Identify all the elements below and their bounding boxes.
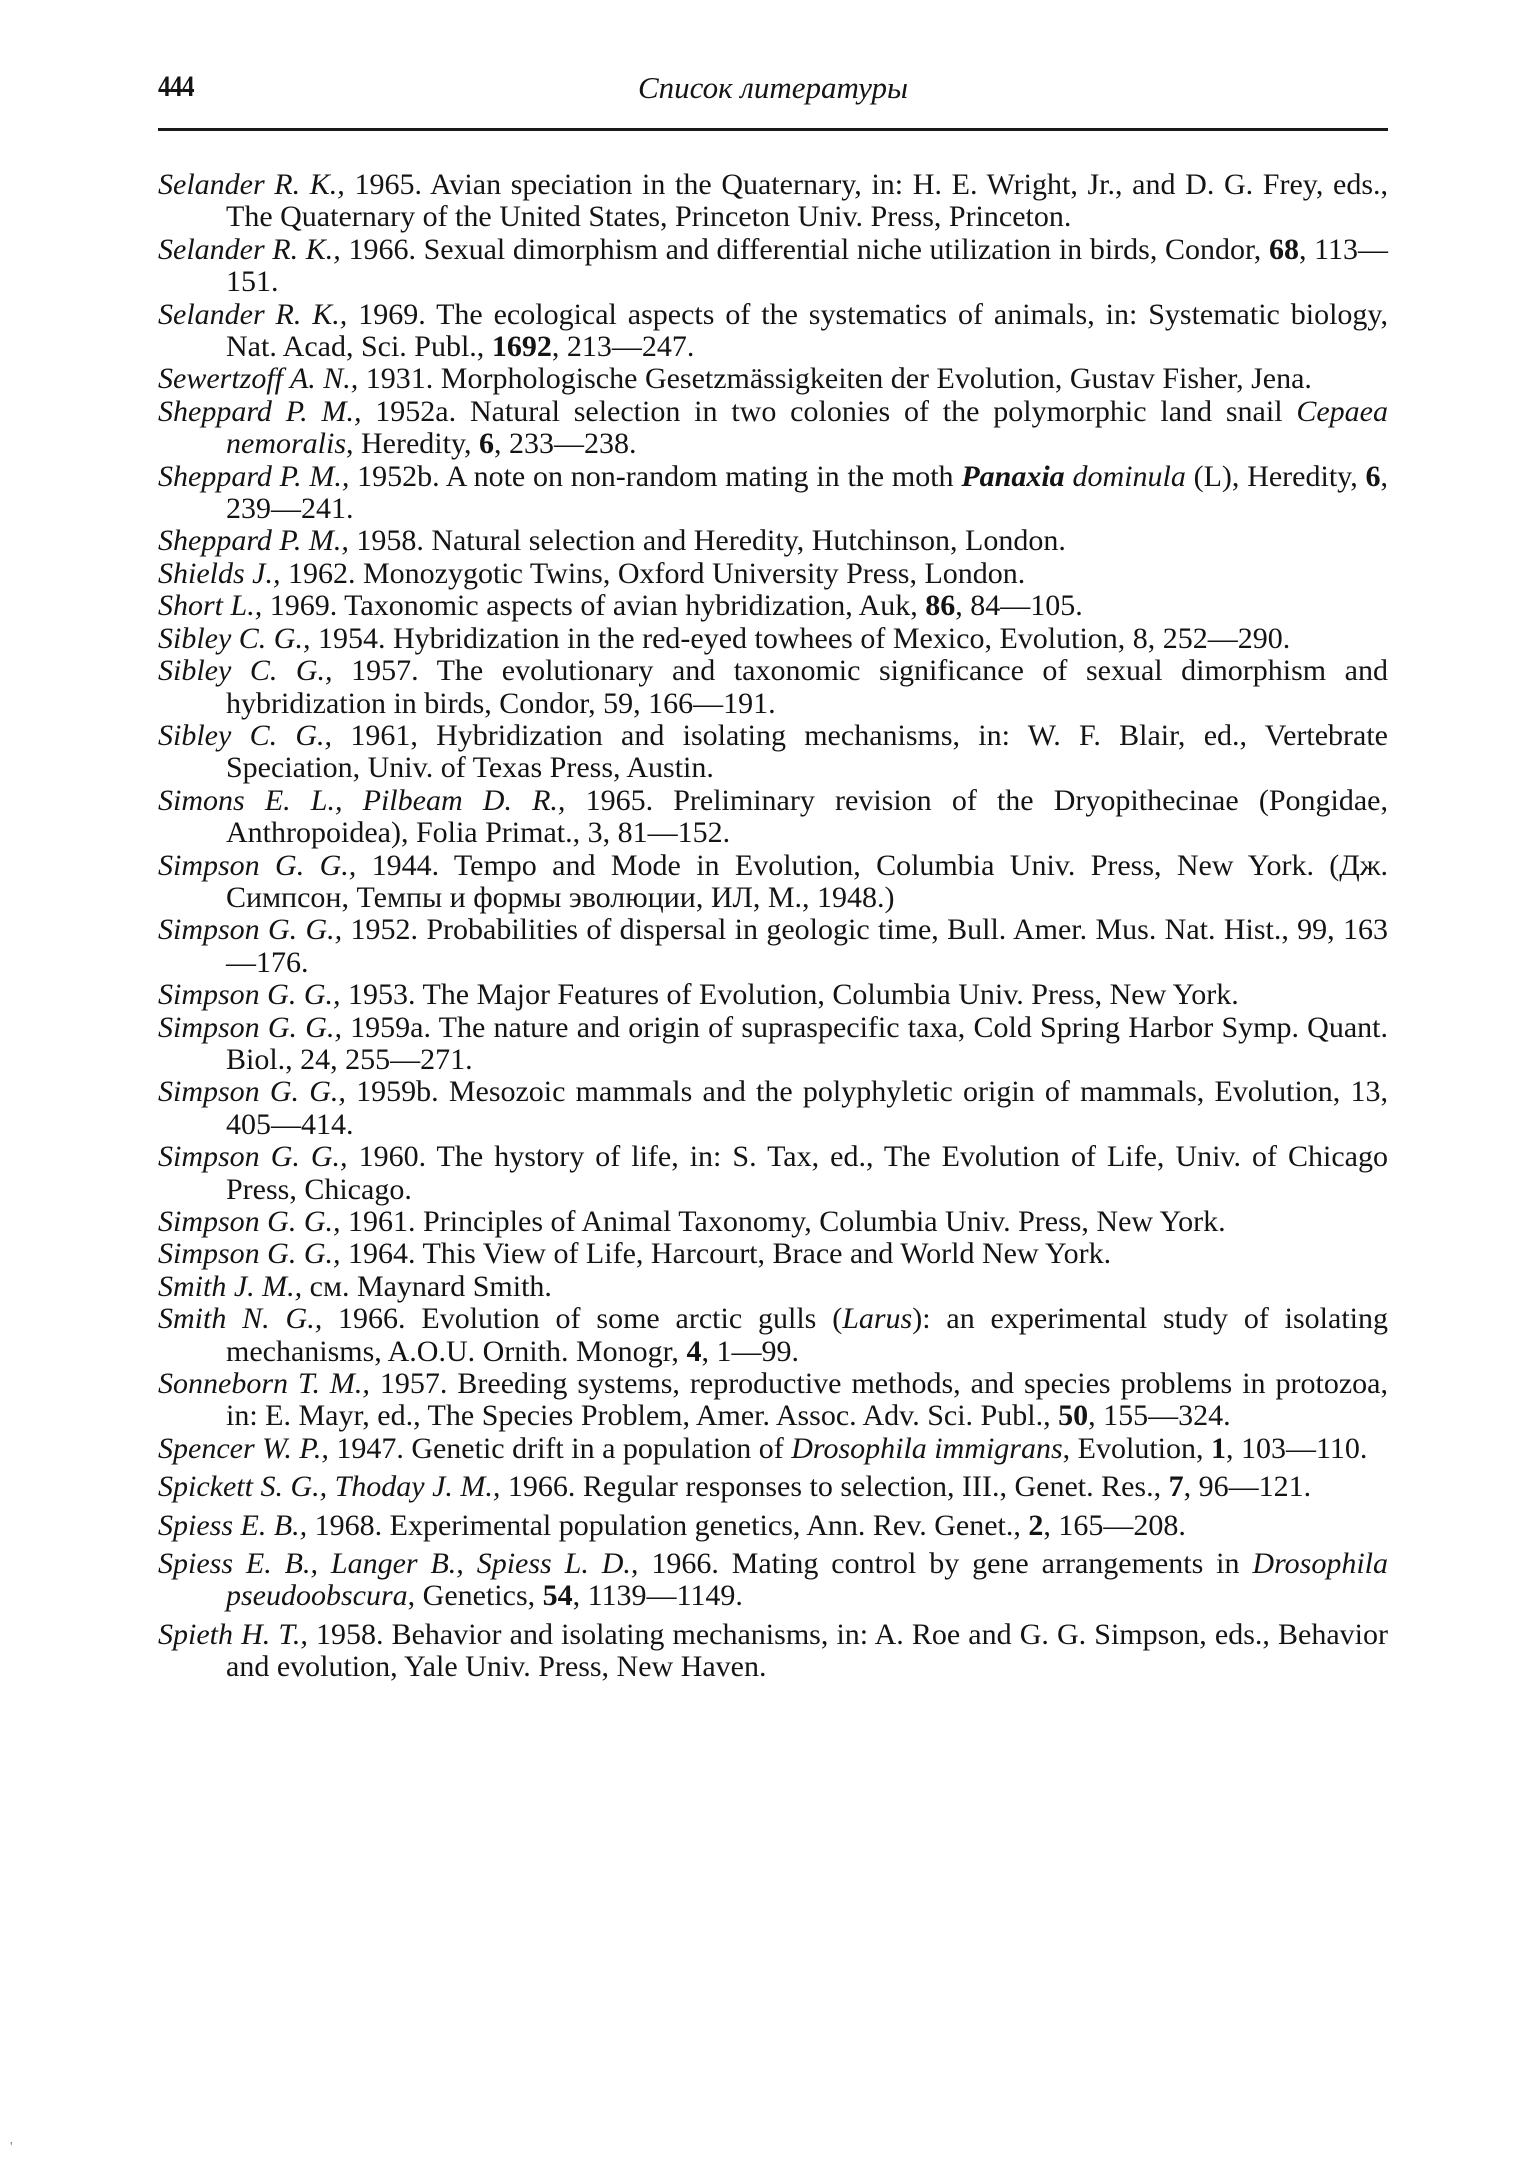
reference-author: Simpson G. G., bbox=[158, 1205, 341, 1238]
reference-entry bbox=[158, 1076, 1388, 1141]
reference-text: 1960. The hystory of life, in: S. Tax, ed., The Evolution of Life, Univ. of Chicago Press, Chicago. bbox=[226, 1140, 1388, 1206]
reference-entry bbox=[158, 850, 1388, 915]
reference-entry bbox=[158, 525, 1388, 557]
reference-entry bbox=[158, 363, 1388, 395]
reference-text: , 103—110. bbox=[1226, 1431, 1368, 1465]
reference-text: 1952. Probabilities of dispersal in geologic time, Bull. Amer. Mus. Nat. Hist., 99, 163—176. bbox=[226, 913, 1388, 979]
reference-entry bbox=[158, 234, 1388, 299]
reference-text: 1947. Genetic drift in a population of bbox=[328, 1431, 792, 1465]
reference-text: 1954. Hybridization in the red-eyed towhees of Mexico, Evolution, 8, 252—290. bbox=[310, 621, 1291, 655]
reference-text: 4 bbox=[686, 1334, 702, 1368]
reference-entry bbox=[158, 1548, 1388, 1613]
reference-entry bbox=[158, 720, 1388, 785]
reference-text: , 96—121. bbox=[1183, 1470, 1312, 1504]
reference-entry bbox=[158, 1368, 1388, 1433]
reference-text: 1959a. The nature and origin of supraspecific taxa, Cold Spring Harbor Symp. Quant. Biol., 24, 255—271. bbox=[226, 1010, 1388, 1076]
reference-text: 50 bbox=[1058, 1399, 1089, 1433]
reference-text: , Evolution, bbox=[1062, 1431, 1211, 1465]
reference-author: Selander R. K., bbox=[158, 232, 341, 266]
reference-entry bbox=[158, 785, 1388, 850]
reference-entry bbox=[158, 1141, 1388, 1206]
reference-text: 7 bbox=[1168, 1470, 1184, 1504]
reference-text: , 155—324. bbox=[1088, 1399, 1231, 1433]
reference-text: 1966. Regular responses to selection, III., Genet. Res., bbox=[500, 1470, 1169, 1504]
reference-text: 1964. This View of Life, Harcourt, Brace and World New York. bbox=[340, 1237, 1112, 1271]
reference-author: Simpson G. G., bbox=[158, 1075, 346, 1109]
reference-text: , 165—208. bbox=[1043, 1508, 1186, 1542]
reference-author: Simons E. L., Pilbeam D. R., bbox=[158, 783, 566, 817]
reference-text: 1952a. Natural selection in two colonies of the polymorphic land snail bbox=[361, 394, 1297, 428]
reference-text: 1969. Taxonomic aspects of avian hybridization, Auk, bbox=[262, 589, 926, 623]
reference-author: Selander R. K., bbox=[158, 168, 345, 201]
reference-author: Spieth H. T., bbox=[158, 1617, 308, 1651]
reference-author: Selander R. K., bbox=[158, 297, 348, 331]
reference-text: 1961, Hybridization and isolating mechanisms, in: W. F. Blair, ed., Vertebrate Speciation, Univ. of Texas Press, Austin. bbox=[226, 718, 1388, 785]
reference-text: см. Maynard Smith. bbox=[302, 1269, 552, 1303]
reference-entry bbox=[158, 1303, 1388, 1368]
reference-text: 1961. Principles of Animal Taxonomy, Columbia Univ. Press, New York. bbox=[340, 1205, 1226, 1238]
reference-entry bbox=[158, 979, 1388, 1011]
reference-text: ): an experimental study of isolating mechanisms, A.O.U. Ornith. Monogr, bbox=[226, 1302, 1389, 1368]
reference-author: Sibley C. G., bbox=[158, 621, 311, 655]
reference-text: (L), Heredity, bbox=[1185, 459, 1366, 493]
reference-text: 1931. Morphologische Gesetzmässigkeiten der Evolution, Gustav Fisher, Jena. bbox=[358, 362, 1312, 396]
reference-entry bbox=[158, 1271, 1388, 1303]
reference-entry bbox=[158, 590, 1388, 622]
reference-author: Spiess E. B., Langer B., Spiess L. D., bbox=[158, 1547, 639, 1581]
reference-text: , 213—247. bbox=[551, 330, 695, 364]
reference-entry bbox=[158, 1206, 1388, 1238]
reference-text: Drosophila immigrans bbox=[791, 1431, 1063, 1465]
reference-text: 1968. Experimental population genetics, Ann. Rev. Genet., bbox=[307, 1508, 1029, 1542]
reference-author: Sibley C. G., bbox=[158, 718, 333, 752]
reference-text: , 113—151. bbox=[226, 232, 1388, 299]
reference-author: Simpson G. G., bbox=[158, 1237, 341, 1271]
reference-text: 1966. Sexual dimorphism and differential niche utilization in birds, Condor, bbox=[340, 232, 1269, 266]
reference-list bbox=[158, 169, 1388, 1684]
reference-entry bbox=[158, 299, 1388, 364]
reference-text: 1958. Behavior and isolating mechanisms, in: A. Roe and G. G. Simpson, eds., Behavior and evolution, Yale Univ. Press, New Haven. bbox=[226, 1617, 1388, 1684]
reference-text: 86 bbox=[925, 589, 956, 623]
reference-author: Smith N. G., bbox=[158, 1302, 323, 1336]
reference-text: 6 bbox=[479, 427, 495, 461]
reference-author: Sibley C. G., bbox=[158, 654, 333, 688]
reference-text: 1969. The ecological aspects of the systematics of animals, in: Systematic biology, Nat. Acad, Sci. Publ., bbox=[226, 297, 1388, 364]
reference-author: Short L., bbox=[158, 589, 263, 623]
reference-text: 1966. Evolution of some arctic gulls ( bbox=[322, 1302, 843, 1336]
reference-entry bbox=[158, 914, 1388, 979]
reference-author: Smith J. M., bbox=[158, 1269, 303, 1303]
reference-text: 1944. Tempo and Mode in Evolution, Columbia Univ. Press, New York. (Дж. Симпсон, Темпы и формы эволюции, ИЛ, М., 1948.) bbox=[226, 848, 1388, 914]
reference-author: Sheppard P. M., bbox=[158, 459, 350, 493]
reference-entry bbox=[158, 1619, 1388, 1684]
reference-text: , 1139—1149. bbox=[572, 1579, 743, 1613]
reference-text: dominula bbox=[1072, 459, 1186, 493]
reference-text: Panaxia bbox=[961, 459, 1065, 493]
reference-entry bbox=[158, 396, 1388, 461]
reference-text: 1953. The Major Features of Evolution, Columbia Univ. Press, New York. bbox=[340, 978, 1239, 1012]
reference-entry bbox=[158, 1238, 1388, 1270]
reference-text: 1 bbox=[1211, 1431, 1226, 1465]
reference-entry bbox=[158, 169, 1388, 234]
reference-text: , 233—238. bbox=[494, 427, 637, 461]
reference-text: , 1—99. bbox=[701, 1334, 799, 1368]
reference-text: , Heredity, bbox=[346, 427, 480, 461]
reference-author: Spickett S. G., Thoday J. M., bbox=[158, 1470, 501, 1504]
reference-text: 1958. Natural selection and Heredity, Hutchinson, London. bbox=[348, 524, 1066, 558]
reference-author: Simpson G. G., bbox=[158, 1140, 348, 1174]
reference-text: 1957. The evolutionary and taxonomic significance of sexual dimorphism and hybridization in birds, Condor, 59, 166—191. bbox=[226, 654, 1388, 720]
reference-author: Simpson G. G., bbox=[158, 848, 357, 882]
reference-text: 1957. Breeding systems, reproductive methods, and species problems in protozoa, in: E. Mayr, ed., The Species Problem, Amer. Assoc. Adv. Sci. Publ., bbox=[226, 1367, 1388, 1433]
reference-text: 1965. Avian speciation in the Quaternary, in: H. E. Wright, Jr., and D. G. Frey, eds., The Quaternary of the United States, Princeton Univ. Press, Princeton. bbox=[226, 168, 1388, 234]
reference-text: , 84—105. bbox=[955, 589, 1083, 623]
reference-text: , 239—241. bbox=[226, 459, 1388, 526]
page-number: 444 bbox=[158, 70, 194, 103]
reference-text: 1952b. A note on non-random mating in the moth bbox=[349, 459, 962, 493]
reference-entry bbox=[158, 1471, 1388, 1503]
reference-entry bbox=[158, 1433, 1388, 1465]
reference-text: 1959b. Mesozoic mammals and the polyphyletic origin of mammals, Evolution, 13, 405—414. bbox=[226, 1075, 1388, 1141]
header-rule bbox=[158, 128, 1388, 131]
reference-author: Sewertzoff A. N., bbox=[158, 362, 359, 396]
reference-entry bbox=[158, 623, 1388, 655]
reference-author: Spiess E. B., bbox=[158, 1508, 308, 1542]
reference-entry bbox=[158, 1012, 1388, 1077]
reference-entry bbox=[158, 1510, 1388, 1542]
reference-text: 2 bbox=[1028, 1508, 1044, 1542]
reference-author: Spencer W. P., bbox=[158, 1431, 329, 1465]
reference-text: 1962. Monozygotic Twins, Oxford University Press, London. bbox=[280, 556, 1026, 590]
reference-author: Simpson G. G., bbox=[158, 913, 343, 947]
reference-text: , Genetics, bbox=[407, 1579, 543, 1613]
reference-text: 6 bbox=[1365, 459, 1381, 493]
reference-entry bbox=[158, 461, 1388, 526]
reference-text: Drosophila pseudoobscura bbox=[226, 1547, 1388, 1613]
reference-entry bbox=[158, 655, 1388, 720]
document-page bbox=[158, 68, 1388, 1684]
reference-author: Sheppard P. M., bbox=[158, 524, 349, 558]
reference-text: 54 bbox=[542, 1579, 573, 1613]
reference-author: Sonneborn T. M., bbox=[158, 1367, 370, 1401]
reference-author: Simpson G. G., bbox=[158, 978, 341, 1012]
running-title: Список литературы bbox=[637, 70, 909, 105]
reference-text: 1692 bbox=[491, 330, 552, 364]
reference-author: Shields J., bbox=[158, 556, 281, 590]
reference-text: 1966. Mating control by gene arrangements in bbox=[638, 1547, 1253, 1581]
reference-text: Larus bbox=[842, 1302, 913, 1336]
page-header bbox=[158, 68, 1388, 120]
reference-text: Cepaea nemoralis bbox=[226, 394, 1388, 461]
reference-text: 1965. Preliminary revision of the Dryopithecinae (Pongidae, Anthropoidea), Folia Primat., 3, 81—152. bbox=[226, 783, 1388, 850]
reference-author: Sheppard P. M., bbox=[158, 394, 362, 428]
scan-speck: ' bbox=[10, 2140, 13, 2155]
reference-author: Simpson G. G., bbox=[158, 1010, 342, 1044]
reference-entry bbox=[158, 558, 1388, 590]
reference-text: 68 bbox=[1268, 232, 1299, 266]
